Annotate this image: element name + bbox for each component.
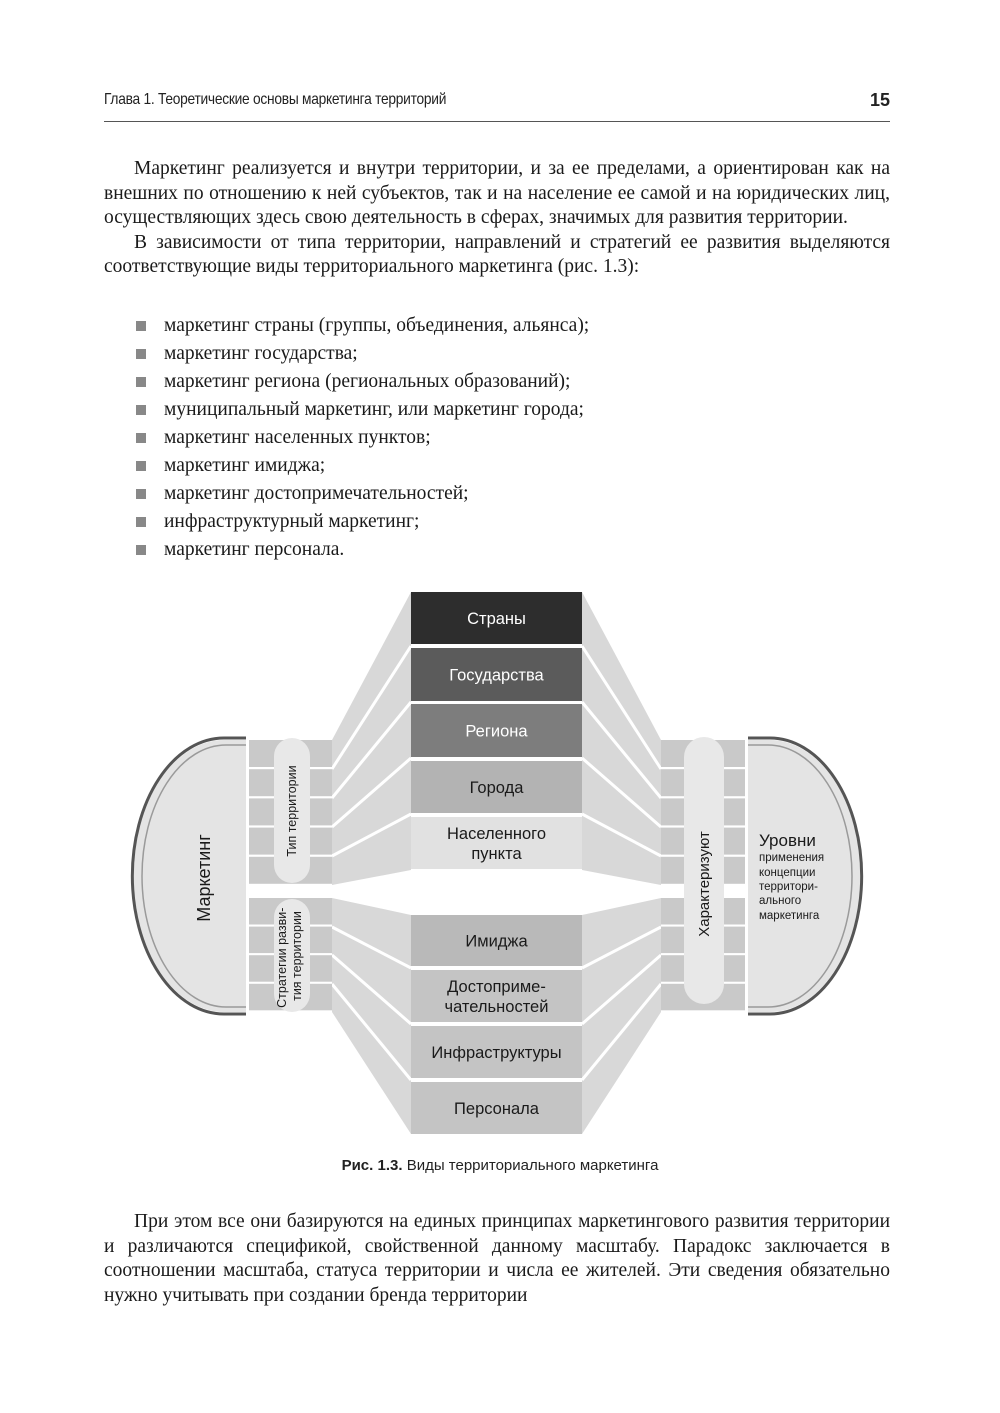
list-item: маркетинг региона (региональных образований); xyxy=(104,368,890,396)
box-label: Инфраструктуры xyxy=(431,1044,562,1062)
list-item: маркетинг персонала. xyxy=(104,536,890,564)
running-header-title: Глава 1. Теоретические основы маркетинга территорий xyxy=(104,91,447,108)
list-item: маркетинг достопримечательностей; xyxy=(104,480,890,508)
strategy-level-box-2 xyxy=(411,1026,582,1078)
figure-caption xyxy=(0,1157,1000,1174)
list-item: муниципальный маркетинг, или маркетинг города; xyxy=(104,396,890,424)
box-label: Имиджа xyxy=(465,932,528,951)
square-bullet-icon xyxy=(136,349,146,359)
page-number: 15 xyxy=(869,90,890,110)
intro-text xyxy=(104,157,890,280)
levels-description: применения концепции территори- ального маркетинга xyxy=(759,852,825,922)
top-level-box-4 xyxy=(411,817,582,869)
marketing-types-list xyxy=(104,312,890,564)
closing-text xyxy=(104,1210,890,1308)
list-item: маркетинг населенных пунктов; xyxy=(104,424,890,452)
characterize-label: Характеризуют xyxy=(696,831,713,937)
list-item: маркетинг имиджа; xyxy=(104,452,890,480)
territorial-marketing-diagram xyxy=(0,585,1000,1145)
box-label: чательностей xyxy=(444,998,549,1016)
intro-paragraph-1: Маркетинг реализуется и внутри территории, и за ее пределами, а ориентирован как на внешних по отношению к ней субъектов, так и на население ее самой и на юридических лиц, осуществляющих здесь свою деятельность в сферах, значимых для развития территории. xyxy=(104,158,890,228)
caption-text: Виды территориального маркетинга xyxy=(406,1157,659,1174)
square-bullet-icon xyxy=(136,517,146,527)
header-divider xyxy=(104,121,890,122)
list-item: маркетинг страны (группы, объединения, альянса); xyxy=(104,312,890,340)
square-bullet-icon xyxy=(136,545,146,555)
box-label: Персонала xyxy=(454,1100,539,1118)
marketing-label: Маркетинг xyxy=(194,834,214,922)
box-label: Государства xyxy=(449,666,544,685)
square-bullet-icon xyxy=(136,461,146,471)
left-marketing-pod xyxy=(134,740,246,1012)
box-label: Региона xyxy=(465,722,528,741)
box-label: пункта xyxy=(471,845,522,863)
box-label: Города xyxy=(469,779,524,797)
levels-title: Уровни xyxy=(759,831,816,850)
strategy-level-box-3 xyxy=(411,1082,582,1134)
square-bullet-icon xyxy=(136,321,146,331)
left-upper-fan xyxy=(332,592,411,885)
closing-paragraph: При этом все они базируются на единых принципах маркетингового развития территории и различаются спецификой, свойственной данному масштабу. Парадокс заключается в соотношении масштаба, статуса территории и числа ее жителей. Эти сведения обязательно нужно учитывать при создании бренда территории xyxy=(104,1211,890,1306)
level-boxes xyxy=(411,592,582,1134)
top-level-box-3 xyxy=(411,761,582,813)
box-label: Страны xyxy=(467,610,526,628)
strategy-level-box-0 xyxy=(411,915,582,966)
strategy-label: Стратегии разви- тия территории xyxy=(275,907,304,1008)
list-item: маркетинг государства; xyxy=(104,340,890,368)
square-bullet-icon xyxy=(136,405,146,415)
right-upper-fan xyxy=(582,592,661,885)
strategy-level-box-1 xyxy=(411,970,582,1022)
caption-label: Рис. 1.3. xyxy=(341,1157,403,1174)
intro-paragraph-2: В зависимости от типа территории, направлений и стратегий ее развития выделяются соответствующие виды территориального маркетинга (рис. 1.3): xyxy=(104,231,890,277)
top-level-box-0 xyxy=(411,592,582,644)
box-label: Достоприме- xyxy=(447,978,546,996)
square-bullet-icon xyxy=(136,433,146,443)
square-bullet-icon xyxy=(136,489,146,499)
box-label: Населенного xyxy=(446,825,547,843)
type-territory-label: Тип территории xyxy=(285,765,299,857)
top-level-box-2 xyxy=(411,704,582,757)
square-bullet-icon xyxy=(136,377,146,387)
top-level-box-1 xyxy=(411,648,582,701)
list-item: инфраструктурный маркетинг; xyxy=(104,508,890,536)
